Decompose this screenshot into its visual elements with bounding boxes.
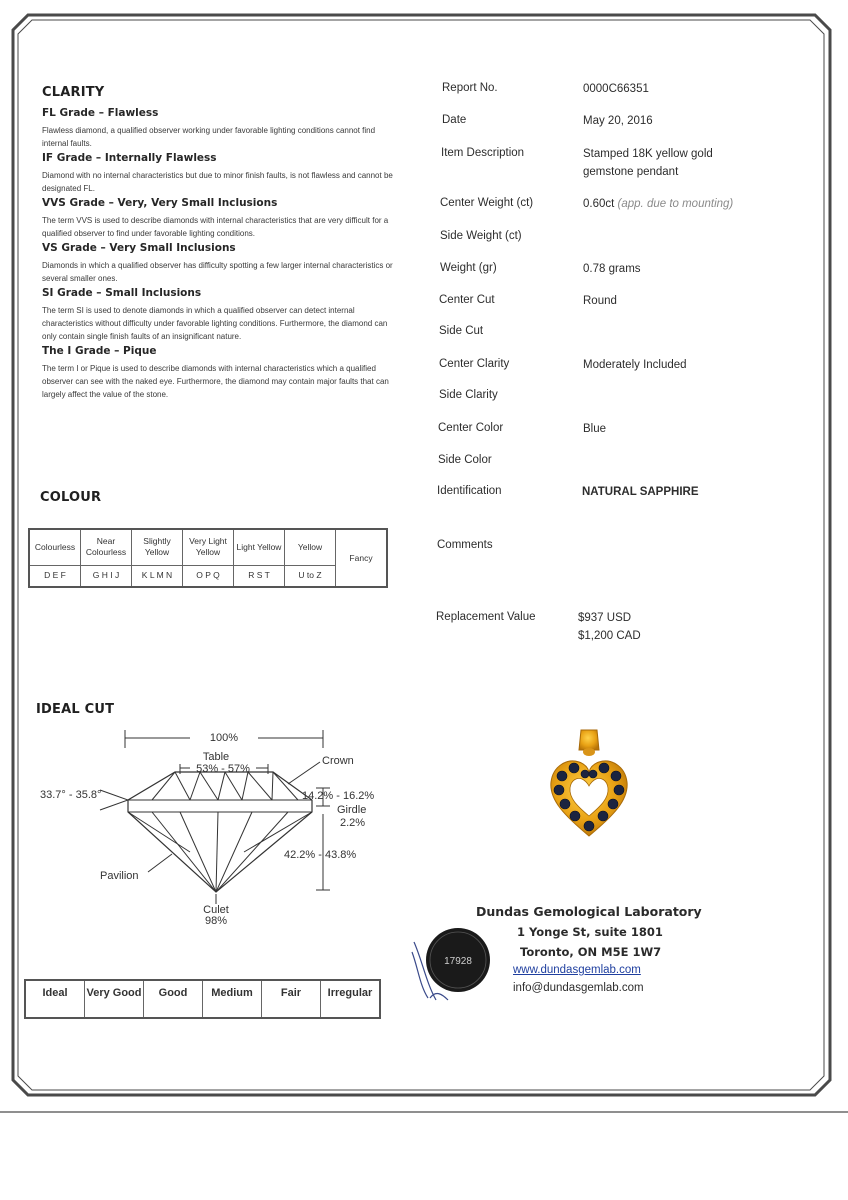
colour-header-near-colourless: Near Colourless (81, 529, 132, 565)
table-label: Table (202, 751, 230, 763)
grade-if-desc: Diamond with no internal characteristics but due to minor finish faults, is not flawless and cannot be designated FL. (42, 171, 393, 193)
pavilion-depth-label: 42.2% - 43.8% (284, 849, 357, 861)
colour-code-ghij: G H I J (81, 565, 132, 587)
colour-header-yellow: Yellow (285, 529, 336, 565)
colour-header-colourless: Colourless (29, 529, 81, 565)
cut-grade-ideal: Ideal (25, 980, 85, 1018)
center-clarity-value: Moderately Included (583, 359, 687, 371)
weight-label: Weight (gr) (440, 262, 497, 274)
lab-email: info@dundasgemlab.com (513, 982, 644, 994)
cut-grade-medium: Medium (203, 980, 262, 1018)
grade-vvs-title: VVS Grade – Very, Very Small Inclusions (42, 197, 278, 209)
cut-grade-irregular: Irregular (321, 980, 381, 1018)
comments-label: Comments (437, 539, 493, 551)
center-weight-amount: 0.60ct (583, 198, 615, 210)
side-color-label: Side Color (438, 454, 492, 466)
cut-grade-good: Good (144, 980, 203, 1018)
colour-scale-table (28, 528, 388, 588)
center-color-label: Center Color (438, 422, 504, 434)
side-weight-label: Side Weight (ct) (440, 230, 522, 242)
identification-value: NATURAL SAPPHIRE (582, 486, 699, 498)
cut-grade-very-good: Very Good (85, 980, 144, 1018)
item-description-value: Stamped 18K yellow gold (583, 148, 713, 160)
grade-fl-title: FL Grade – Flawless (42, 107, 159, 119)
lab-address-line1: 1 Yonge St, suite 1801 (517, 925, 663, 939)
colour-code-u-to-z: U to Z (285, 565, 336, 587)
table-range-label: 53% - 57% (196, 763, 250, 775)
pavilion-label: Pavilion (100, 870, 139, 882)
replacement-value-cad: $1,200 CAD (578, 630, 641, 642)
center-weight-value (583, 195, 733, 214)
center-cut-value: Round (583, 295, 617, 307)
date-label: Date (442, 114, 467, 126)
ideal-cut-title: IDEAL CUT (36, 702, 115, 717)
grade-i-desc: The term I or Pique is used to describe diamonds with internal characteristics which a qualified observer can see with the naked eye. Furthermore, the diamond may contain major faults that can largely affect the value of the stone. (42, 364, 389, 399)
crown-angle-label: 33.7° - 35.8° (40, 789, 102, 801)
center-color-value: Blue (583, 423, 607, 435)
grade-vs-desc: Diamonds in which a qualified observer has difficulty spotting a few larger internal characteristics or several smaller ones. (42, 261, 393, 283)
culet-value-label: 98% (204, 915, 228, 927)
girdle-value-label: 2.2% (340, 817, 366, 829)
diamond-proportions-diagram (30, 722, 400, 927)
grade-fl-desc: Flawless diamond, a qualified observer working under favorable lighting conditions cannot find internal faults. (42, 126, 376, 148)
grade-i-title: The I Grade – Pique (42, 345, 157, 357)
center-weight-label: Center Weight (ct) (440, 197, 534, 209)
colour-title: COLOUR (40, 490, 102, 505)
report-no-value: 0000C66351 (583, 83, 649, 95)
cut-grade-fair: Fair (262, 980, 321, 1018)
report-no-label: Report No. (442, 82, 498, 94)
item-description-label: Item Description (441, 147, 525, 159)
weight-value: 0.78 grams (583, 263, 641, 275)
crown-height-label: 14.2% - 16.2% (302, 790, 375, 802)
colour-code-def: D E F (29, 565, 81, 587)
grade-if-title: IF Grade – Internally Flawless (42, 152, 217, 164)
girdle-label: Girdle (337, 804, 367, 816)
replacement-value-usd: $937 USD (578, 612, 632, 624)
colour-code-klmn: K L M N (132, 565, 183, 587)
center-weight-note: (app. due to mounting) (617, 198, 734, 210)
identification-label: Identification (437, 485, 502, 497)
side-cut-label: Side Cut (439, 325, 484, 337)
grade-si-desc: The term SI is used to denote diamonds in which a qualified observer can detect internal characteristics without difficulty under favorable lighting conditions. Furthermore, the diamond can only contain single finish faults of an insignificant nature. (42, 306, 388, 341)
colour-header-fancy: Fancy (336, 529, 388, 587)
colour-header-light-yellow: Light Yellow (234, 529, 285, 565)
date-value: May 20, 2016 (583, 115, 653, 127)
width-label: 100% (209, 732, 239, 744)
grade-vvs-desc: The term VVS is used to describe diamonds with internal characteristics that are very difficult for a qualified observer to find under favorable lighting conditions. (42, 216, 389, 238)
grade-si-title: SI Grade – Small Inclusions (42, 287, 202, 299)
colour-code-rst: R S T (234, 565, 285, 587)
lab-name: Dundas Gemological Laboratory (476, 904, 702, 919)
center-clarity-label: Center Clarity (439, 358, 510, 370)
seal-number: 17928 (444, 956, 472, 967)
colour-header-very-light-yellow: Very Light Yellow (183, 529, 234, 565)
culet-label: Culet (203, 904, 229, 916)
cut-grade-table (24, 979, 381, 1019)
item-description-value-line2: gemstone pendant (583, 166, 679, 178)
colour-header-slightly-yellow: Slightly Yellow (132, 529, 183, 565)
replacement-value-label: Replacement Value (436, 611, 536, 623)
grade-vs-title: VS Grade – Very Small Inclusions (42, 242, 236, 254)
colour-code-opq: O P Q (183, 565, 234, 587)
center-cut-label: Center Cut (439, 294, 495, 306)
clarity-title: CLARITY (42, 85, 105, 100)
lab-website-link[interactable]: www.dundasgemlab.com (513, 964, 641, 976)
lab-address-line2: Toronto, ON M5E 1W7 (520, 945, 662, 959)
side-clarity-label: Side Clarity (439, 389, 498, 401)
pendant-photo (545, 728, 633, 840)
lab-seal (408, 920, 498, 1006)
crown-label: Crown (322, 755, 354, 767)
